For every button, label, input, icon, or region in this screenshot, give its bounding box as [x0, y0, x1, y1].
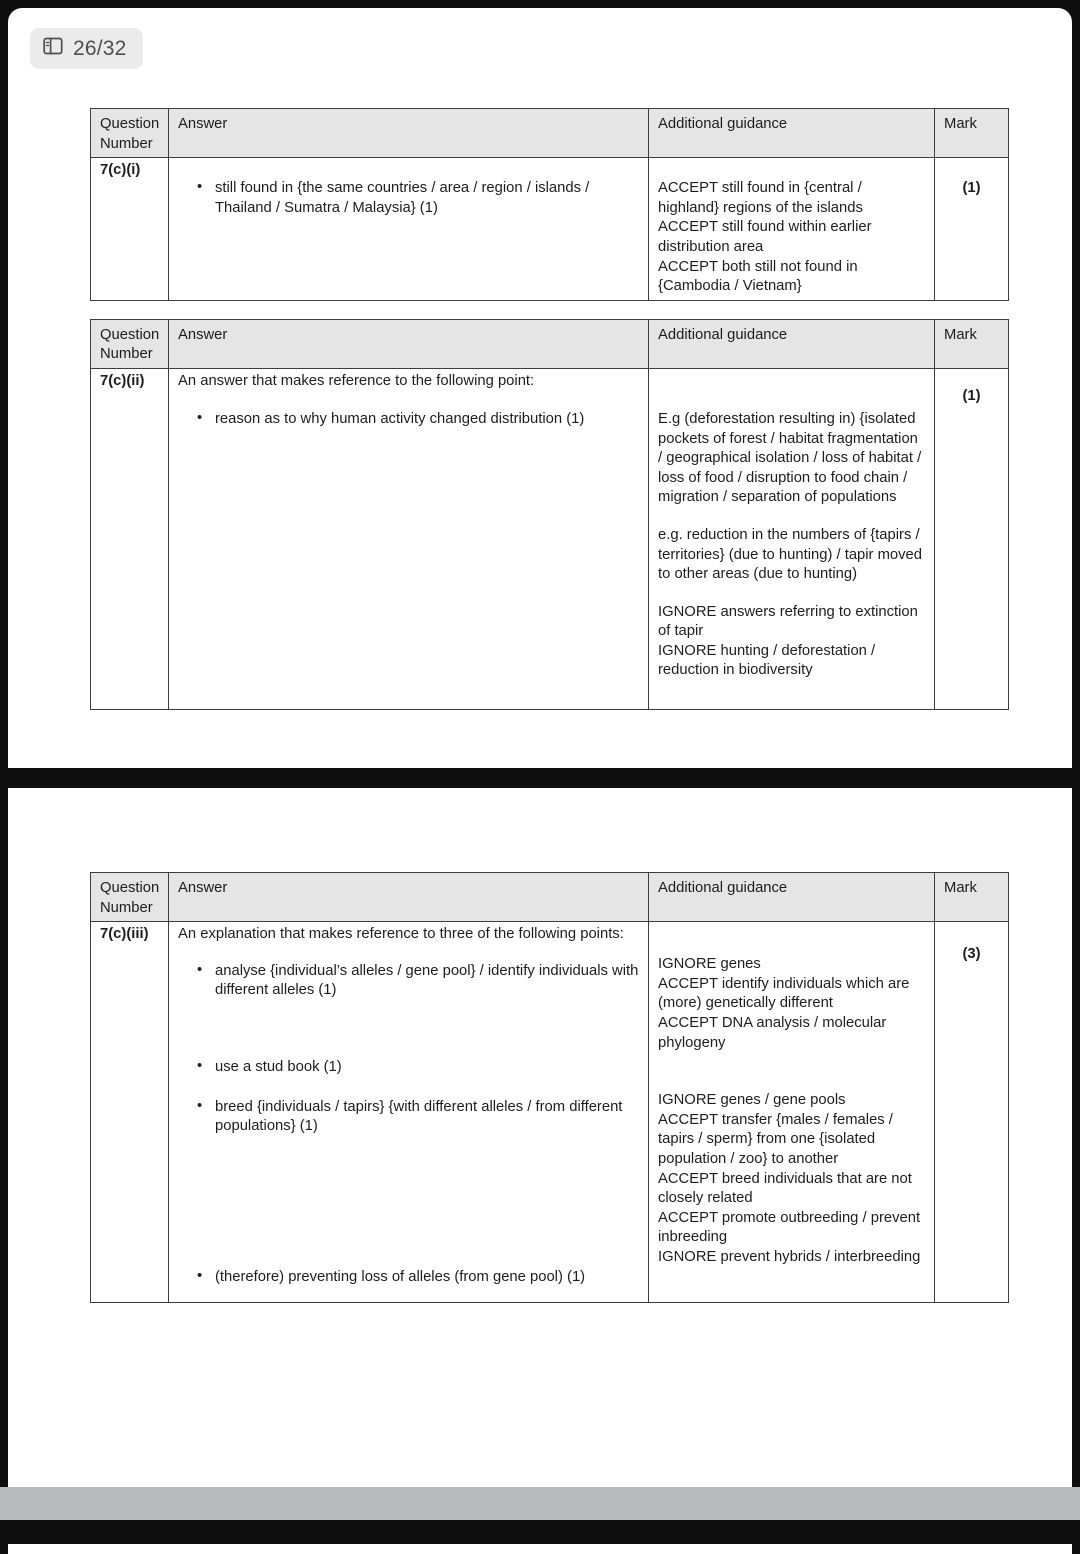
guidance-paragraph: e.g. reduction in the numbers of {tapirs / territories} (due to hunting) / tapir moved to other areas (due to hunting) — [658, 526, 923, 583]
guidance-paragraph — [658, 603, 925, 681]
question-number-cell — [91, 922, 169, 1303]
mark-cell — [935, 922, 1009, 1303]
answer-intro: An explanation that makes reference to three of the following points: — [178, 926, 624, 943]
table-header-row — [91, 109, 1009, 158]
mark-value: (3) — [962, 946, 981, 963]
guidance-line: IGNORE genes — [658, 956, 761, 973]
guidance-line: IGNORE genes / gene pools — [658, 1092, 846, 1109]
mark-scheme-table-7cii — [90, 319, 1009, 710]
guidance-line: ACCEPT still found in {central / highland} regions of the islands — [658, 180, 863, 216]
guidance-cell — [649, 922, 935, 1303]
answer-intro: An answer that makes reference to the following point: — [178, 372, 535, 389]
guidance-line: ACCEPT still found within earlier distribution area — [658, 219, 872, 255]
guidance-line: ACCEPT DNA analysis / molecular phylogeny — [658, 1014, 887, 1051]
column-header-question-number: Question Number — [91, 873, 169, 922]
guidance-line: ACCEPT both still not found in {Cambodia / Vietnam} — [658, 258, 858, 295]
column-header-question-number: Question Number — [91, 319, 169, 368]
answer-bullet: • breed {individuals / tapirs} {with different alleles / from different populations} (1) — [178, 1098, 639, 1137]
table-row — [91, 368, 1009, 709]
mark-cell — [935, 368, 1009, 709]
guidance-paragraph: E.g (deforestation resulting in) {isolated pockets of forest / habitat fragmentation / geographical isolation / loss of habitat / loss of food / disruption to food chain / migration / separation of populations — [658, 410, 922, 506]
document-page-1 — [8, 8, 1072, 768]
document-page-2 — [8, 788, 1072, 1487]
table-row — [91, 158, 1009, 301]
answer-cell — [169, 368, 649, 709]
table-header-row — [91, 319, 1009, 368]
answer-bullet: • use a stud book (1) — [178, 1058, 639, 1078]
page-bottom-shadow-band — [0, 1487, 1080, 1520]
answer-bullet: • analyse {individual’s alleles / gene pool} / identify individuals with different alleles (1) — [178, 962, 639, 1001]
column-header-additional-guidance: Additional guidance — [649, 873, 935, 922]
answer-bullet: • still found in {the same countries / area / region / islands / Thailand / Sumatra / Malaysia} (1) — [178, 179, 639, 218]
guidance-line: IGNORE hunting / deforestation / reduction in biodiversity — [658, 642, 876, 679]
guidance-paragraph — [658, 955, 925, 1053]
mark-cell — [935, 158, 1009, 301]
mark-scheme-table-7ci — [90, 108, 1009, 301]
mark-scheme-table-7ciii — [90, 872, 1009, 1303]
page-indicator-label: 26/32 — [73, 36, 127, 60]
mark-value: (1) — [962, 180, 981, 197]
answer-bullet: • (therefore) preventing loss of alleles (from gene pool) (1) — [178, 1268, 639, 1288]
question-number: 7(c)(iii) — [100, 926, 149, 943]
guidance-cell — [649, 158, 935, 301]
column-header-additional-guidance: Additional guidance — [649, 109, 935, 158]
answer-bullet: • reason as to why human activity changed distribution (1) — [178, 410, 639, 430]
answer-cell — [169, 922, 649, 1303]
guidance-paragraph — [658, 1091, 925, 1267]
column-header-answer: Answer — [169, 319, 649, 368]
column-header-additional-guidance: Additional guidance — [649, 319, 935, 368]
column-header-answer: Answer — [169, 109, 649, 158]
question-number-cell — [91, 368, 169, 709]
page-thumbnails-icon — [42, 35, 64, 62]
document-page-3-edge — [8, 1544, 1072, 1554]
mark-value: (1) — [962, 387, 981, 404]
guidance-line: IGNORE answers referring to extinction of tapir — [658, 603, 918, 640]
guidance-line: IGNORE prevent hybrids / interbreeding — [658, 1248, 921, 1265]
table-header-row — [91, 873, 1009, 922]
guidance-line: ACCEPT identify individuals which are (more) genetically different — [658, 975, 910, 1012]
question-number: 7(c)(i) — [100, 162, 141, 179]
guidance-cell — [649, 368, 935, 709]
column-header-mark: Mark — [935, 873, 1009, 922]
guidance-line: ACCEPT breed individuals that are not closely related — [658, 1170, 912, 1207]
answer-cell — [169, 158, 649, 301]
column-header-mark: Mark — [935, 109, 1009, 158]
column-header-question-number: Question Number — [91, 109, 169, 158]
column-header-answer: Answer — [169, 873, 649, 922]
question-number: 7(c)(ii) — [100, 372, 145, 389]
column-header-mark: Mark — [935, 319, 1009, 368]
question-number-cell — [91, 158, 169, 301]
table-row — [91, 922, 1009, 1303]
guidance-line: ACCEPT transfer {males / females / tapirs / sperm} from one {isolated population / zoo} to another — [658, 1111, 893, 1167]
page-indicator-badge[interactable] — [30, 28, 143, 69]
guidance-line: ACCEPT promote outbreeding / prevent inbreeding — [658, 1209, 921, 1246]
